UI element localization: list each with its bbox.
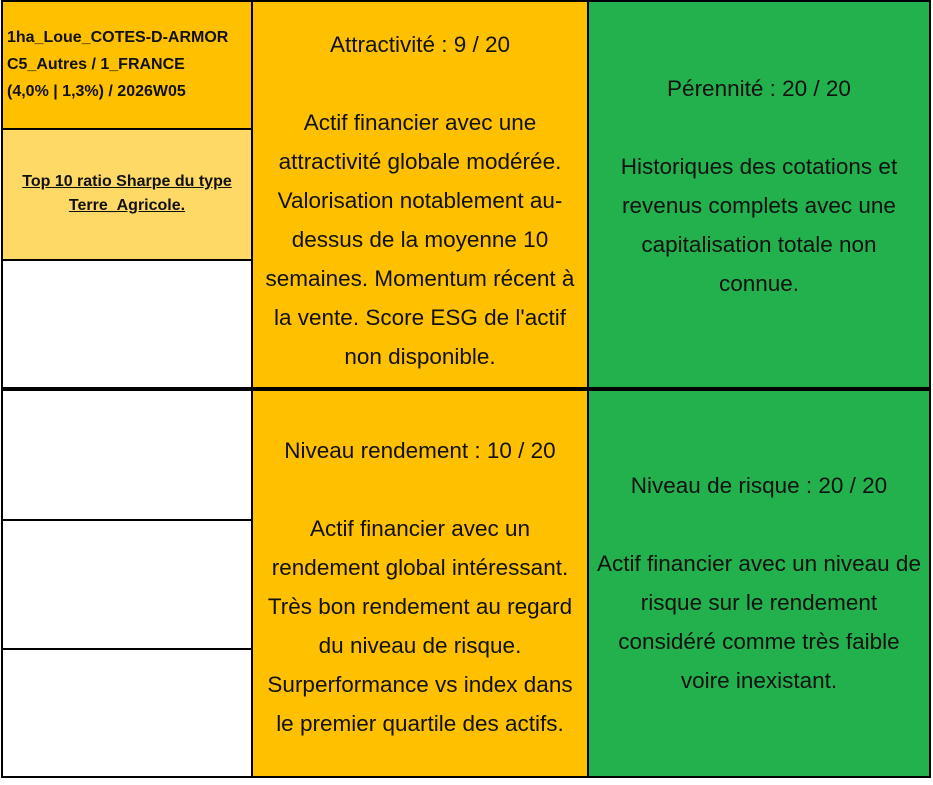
perennite-title: Pérennité : 20 / 20 xyxy=(667,75,851,101)
ranking-link[interactable]: Top 10 ratio Sharpe du type Terre_Agricole. xyxy=(22,173,232,214)
risque-text: Actif financier avec un niveau de risque sur le rendement considéré comme très faible voire inexistant. xyxy=(597,550,921,693)
perennite-cell xyxy=(587,0,931,389)
asset-header-cell xyxy=(1,0,253,130)
empty-cell-3 xyxy=(1,519,253,650)
asset-header-text: 1ha_Loue_COTES-D-ARMOR C5_Autres / 1_FRANCE (4,0% | 1,3%) / 2026W05 xyxy=(7,29,229,100)
attractivite-cell xyxy=(251,0,589,389)
risque-cell xyxy=(587,389,931,778)
rendement-cell xyxy=(251,389,589,778)
empty-cell-1 xyxy=(1,259,253,389)
attractivite-title: Attractivité : 9 / 20 xyxy=(329,32,511,57)
rendement-title: Niveau rendement : 10 / 20 xyxy=(284,438,556,463)
rendement-text: Actif financier avec un rendement global intéressant. Très bon rendement au regard du niveau de risque. Surperformance vs index dans le premier quartile des actifs. xyxy=(267,516,573,736)
risque-title: Niveau de risque : 20 / 20 xyxy=(630,472,888,498)
empty-cell-2 xyxy=(1,389,253,521)
attractivite-text: Actif financier avec une attractivité globale modérée. Valorisation notablement au- dessus de la moyenne 10 semaines. Momentum récent à la vente. Score ESG de l'actif non disponible. xyxy=(265,110,575,369)
empty-cell-4 xyxy=(1,648,253,778)
ranking-cell xyxy=(1,128,253,261)
perennite-text: Historiques des cotations et revenus complets avec une capitalisation totale non connue. xyxy=(620,153,898,296)
